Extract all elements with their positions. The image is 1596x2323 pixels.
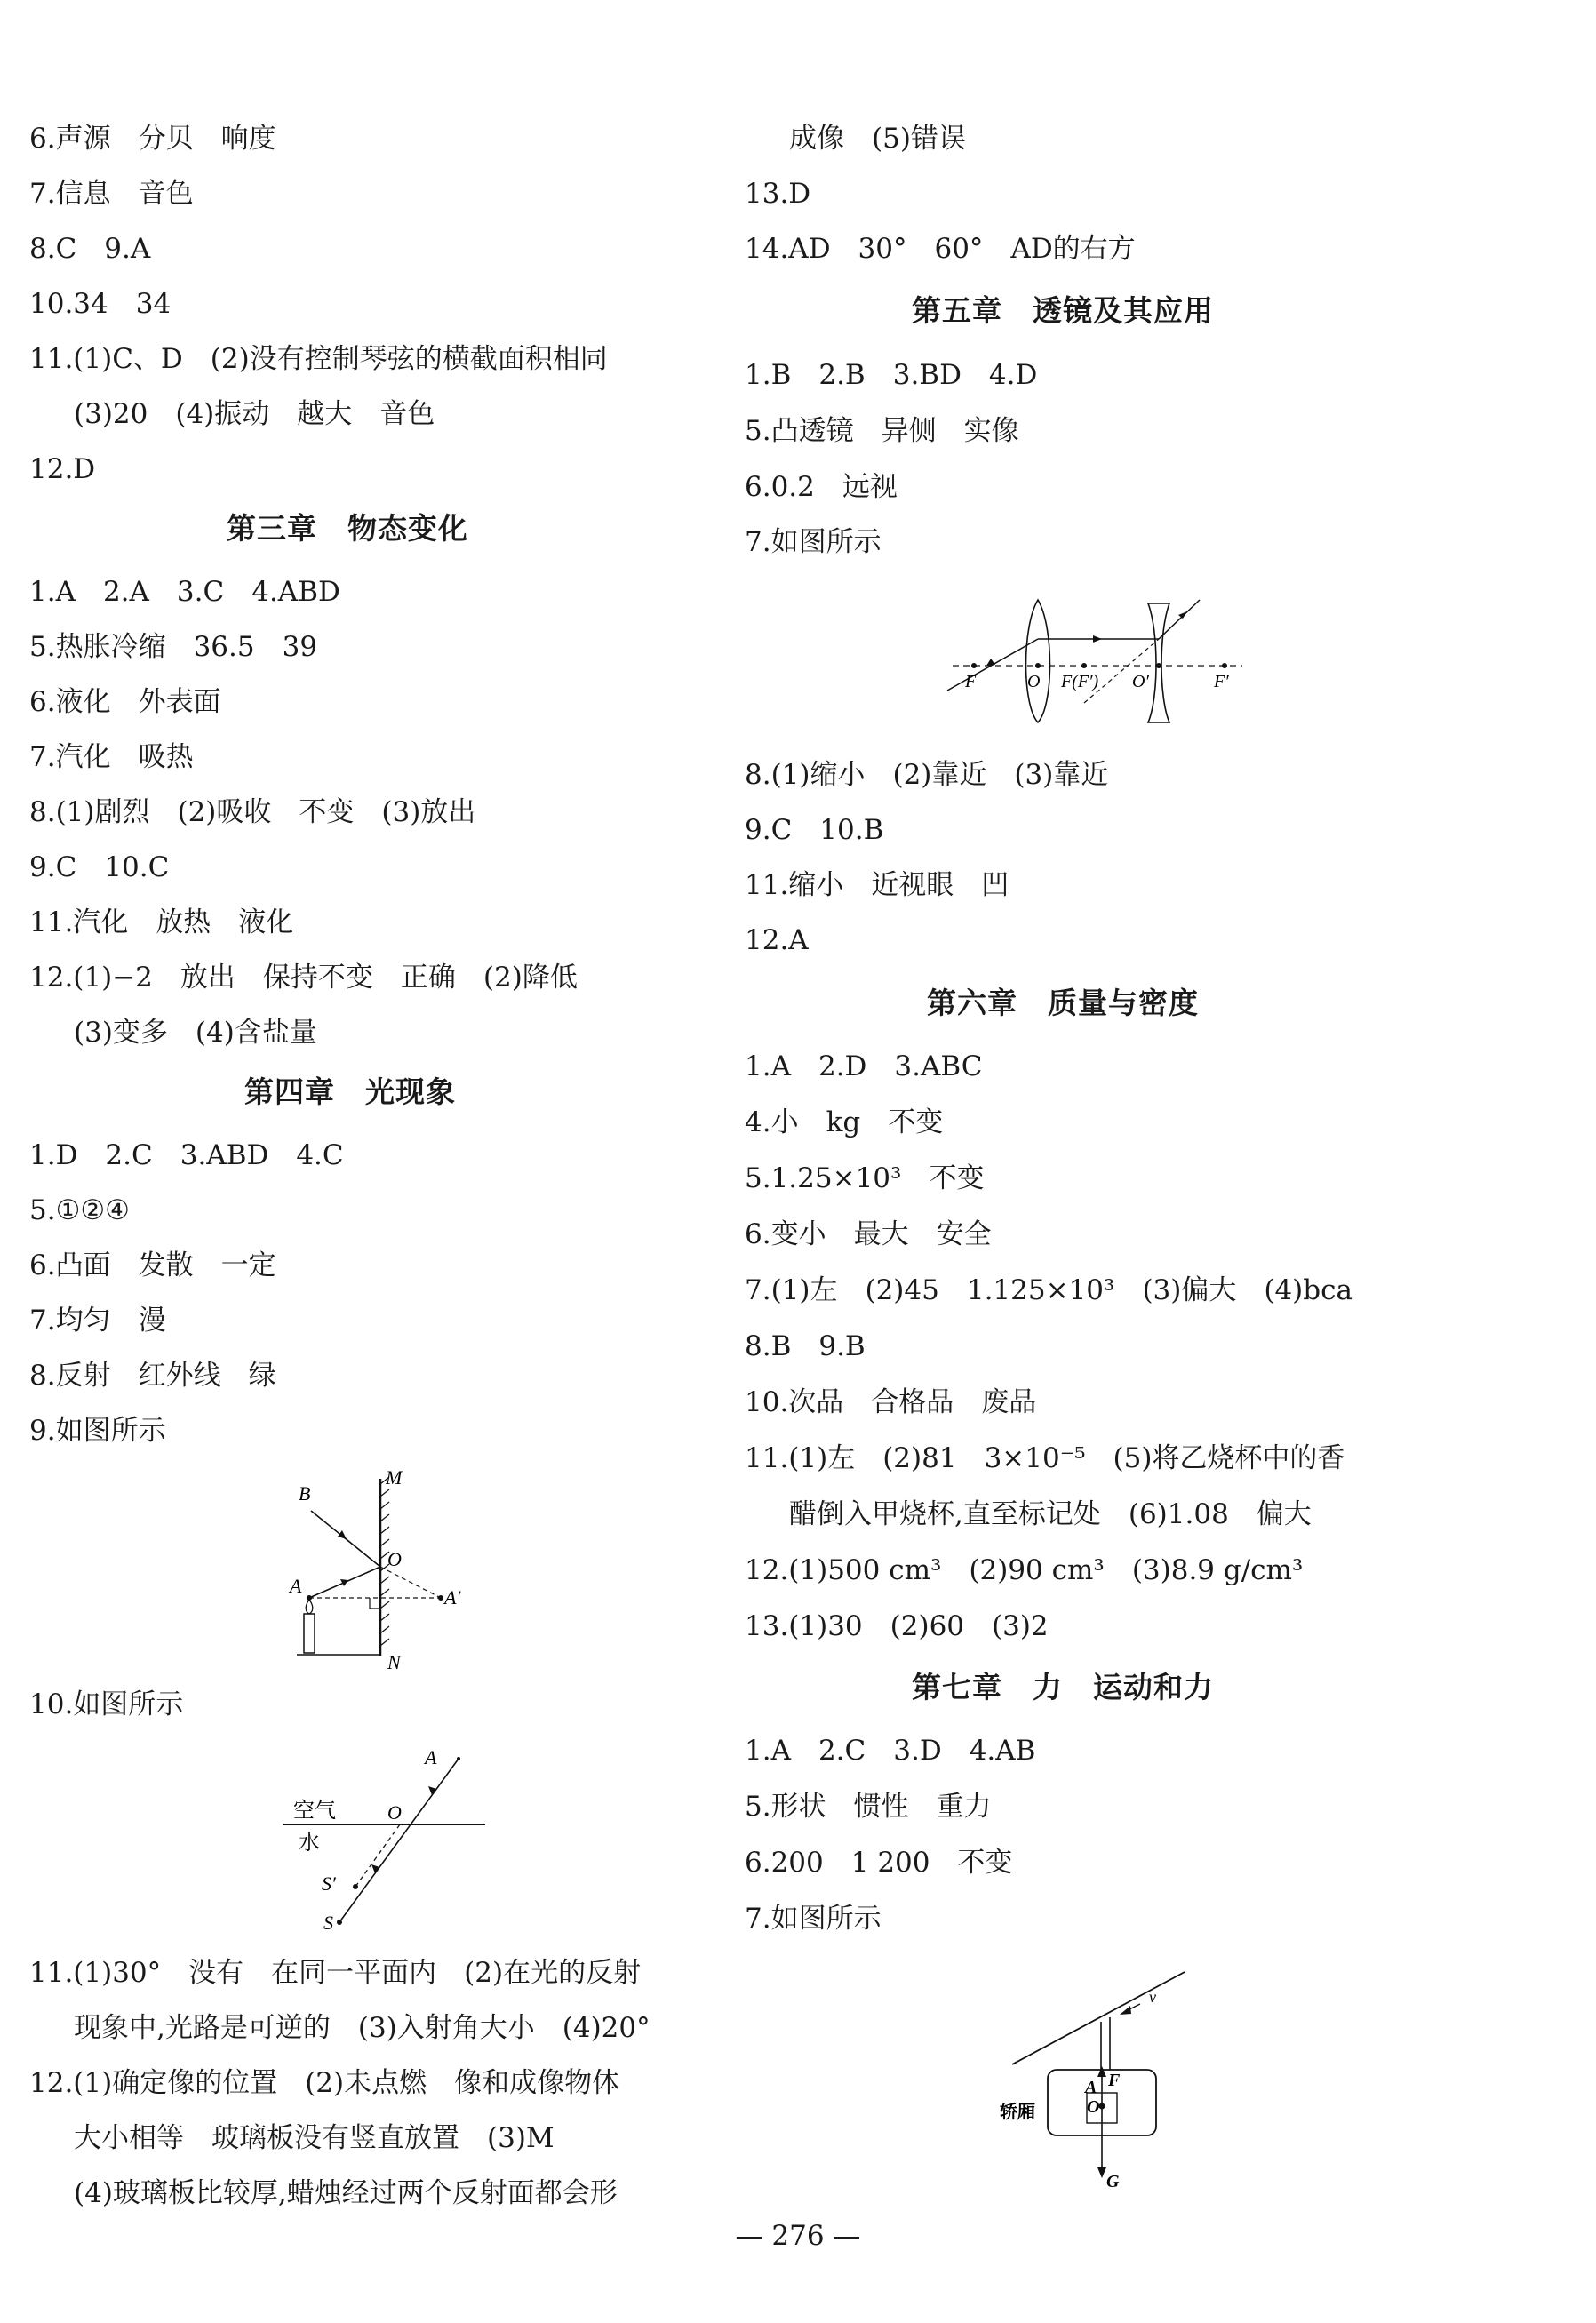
answer-line: 14.AD 30° 60° AD的右方: [745, 233, 1136, 265]
label-a: A: [290, 1575, 302, 1597]
label-f-f-prime: F(F′): [1061, 672, 1099, 691]
label-f-prime: F′: [1214, 672, 1229, 691]
answer-line: 5.热胀冷缩 36.5 39: [29, 631, 318, 663]
label-b: B: [299, 1482, 311, 1505]
chapter-heading: 第七章 力 运动和力: [912, 1670, 1214, 1704]
answer-line: (4)玻璃板比较厚,蜡烛经过两个反射面都会形: [74, 2177, 618, 2209]
answer-line: 现象中,光路是可逆的 (3)入射角大小 (4)20°: [74, 2012, 650, 2044]
answer-line: (3)20 (4)振动 越大 音色: [74, 398, 435, 430]
label-n: N: [387, 1651, 401, 1671]
label-o: O: [1027, 672, 1041, 691]
answer-line: 12.(1)500 cm³ (2)90 cm³ (3)8.9 g/cm³: [745, 1554, 1304, 1586]
label-a-prime: A′: [444, 1586, 461, 1609]
answer-line: 1.D 2.C 3.ABD 4.C: [29, 1139, 344, 1171]
answer-line: 11.汽化 放热 液化: [29, 906, 294, 938]
answer-line: 8.(1)剧烈 (2)吸收 不变 (3)放出: [29, 796, 476, 828]
answer-line: 12.(1)−2 放出 保持不变 正确 (2)降低: [29, 962, 578, 994]
answer-line: 10.次品 合格品 废品: [745, 1386, 1037, 1418]
answer-line: 9.如图所示: [29, 1415, 166, 1447]
answer-line: 5.凸透镜 异侧 实像: [745, 415, 1019, 447]
answer-line: 1.A 2.C 3.D 4.AB: [745, 1735, 1036, 1767]
answer-line: 6.凸面 发散 一定: [29, 1249, 276, 1281]
answer-line: 6.变小 最大 安全: [745, 1218, 992, 1250]
answer-line: 11.缩小 近视眼 凹: [745, 869, 1009, 901]
label-m: M: [386, 1466, 403, 1489]
label-a: A: [1085, 2078, 1097, 2097]
answer-line: (3)变多 (4)含盐量: [74, 1017, 317, 1049]
answer-line: 8.C 9.A: [29, 233, 151, 265]
label-water: 水: [299, 1832, 320, 1855]
answer-line: 11.(1)30° 没有 在同一平面内 (2)在光的反射: [29, 1957, 642, 1989]
answer-line: 11.(1)左 (2)81 3×10⁻⁵ (5)将乙烧杯中的香: [745, 1442, 1345, 1474]
label-g: G: [1106, 2172, 1120, 2191]
label-f: F: [965, 672, 977, 691]
answer-line: 1.A 2.D 3.ABC: [745, 1050, 983, 1082]
answer-line: 7.如图所示: [745, 526, 882, 558]
answer-line: 成像 (5)错误: [789, 123, 966, 155]
answer-line: 13.D: [745, 178, 811, 210]
answer-line: 8.B 9.B: [745, 1330, 866, 1362]
answer-line: 1.B 2.B 3.BD 4.D: [745, 359, 1038, 391]
answer-line: 7.(1)左 (2)45 1.125×10³ (3)偏大 (4)bca: [745, 1274, 1353, 1306]
label-o-prime: O′: [1132, 672, 1149, 691]
answer-line: 11.(1)C、D (2)没有控制琴弦的横截面积相同: [29, 343, 608, 375]
chapter-heading: 第四章 光现象: [244, 1074, 456, 1109]
chapter-heading: 第三章 物态变化: [227, 511, 468, 546]
answer-line: 10.如图所示: [29, 1688, 184, 1720]
label-s: S: [323, 1912, 333, 1934]
label-v: v: [1149, 1988, 1156, 2006]
answer-line: 4.小 kg 不变: [745, 1106, 944, 1138]
answer-line: 5.形状 惯性 重力: [745, 1791, 992, 1823]
refraction-figure: [275, 1746, 507, 1942]
label-f: F: [1108, 2071, 1121, 2090]
answer-line: 醋倒入甲烧杯,直至标记处 (6)1.08 偏大: [789, 1498, 1312, 1530]
label-o: O: [387, 1548, 402, 1570]
label-s-prime: S′: [322, 1872, 336, 1895]
label-o: O: [387, 1801, 402, 1824]
answer-line: 10.34 34: [29, 288, 172, 320]
answer-line: 5.1.25×10³ 不变: [745, 1162, 985, 1194]
answer-line: 12.D: [29, 453, 96, 485]
answer-line: 1.A 2.A 3.C 4.ABD: [29, 576, 340, 608]
answer-line: 8.(1)缩小 (2)靠近 (3)靠近: [745, 759, 1109, 791]
answer-line: 12.A: [745, 924, 809, 956]
answer-line: 6.声源 分贝 响度: [29, 123, 276, 155]
answer-line: 9.C 10.B: [745, 814, 884, 846]
page-number: — 276 —: [735, 2220, 861, 2252]
lens-diagram-figure: [942, 591, 1253, 724]
answer-line: 6.0.2 远视: [745, 471, 898, 503]
answer-line: 大小相等 玻璃板没有竖直放置 (3)M: [74, 2122, 555, 2154]
answer-line: 7.如图所示: [745, 1903, 882, 1935]
chapter-heading: 第六章 质量与密度: [927, 986, 1199, 1020]
mirror-reflection-figure: [284, 1466, 515, 1671]
answer-line: 13.(1)30 (2)60 (3)2: [745, 1610, 1049, 1642]
answer-line: 7.汽化 吸热: [29, 741, 194, 773]
chapter-heading: 第五章 透镜及其应用: [912, 293, 1214, 328]
answer-line: 7.信息 音色: [29, 178, 194, 210]
answer-line: 12.(1)确定像的位置 (2)未点燃 像和成像物体: [29, 2067, 620, 2099]
answer-line: 6.液化 外表面: [29, 686, 221, 718]
answer-line: 5.①②④: [29, 1194, 130, 1226]
answer-line: 8.反射 红外线 绿: [29, 1360, 276, 1392]
label-o: O: [1087, 2097, 1100, 2117]
answer-line: 6.200 1 200 不变: [745, 1847, 1013, 1879]
answer-line: 7.均匀 漫: [29, 1305, 166, 1337]
answer-line: 9.C 10.C: [29, 851, 170, 883]
label-a: A: [425, 1746, 437, 1768]
label-air: 空气: [293, 1800, 336, 1823]
cable-car-force-figure: [991, 1960, 1204, 2191]
label-cabin: 轿厢: [1000, 2103, 1035, 2122]
